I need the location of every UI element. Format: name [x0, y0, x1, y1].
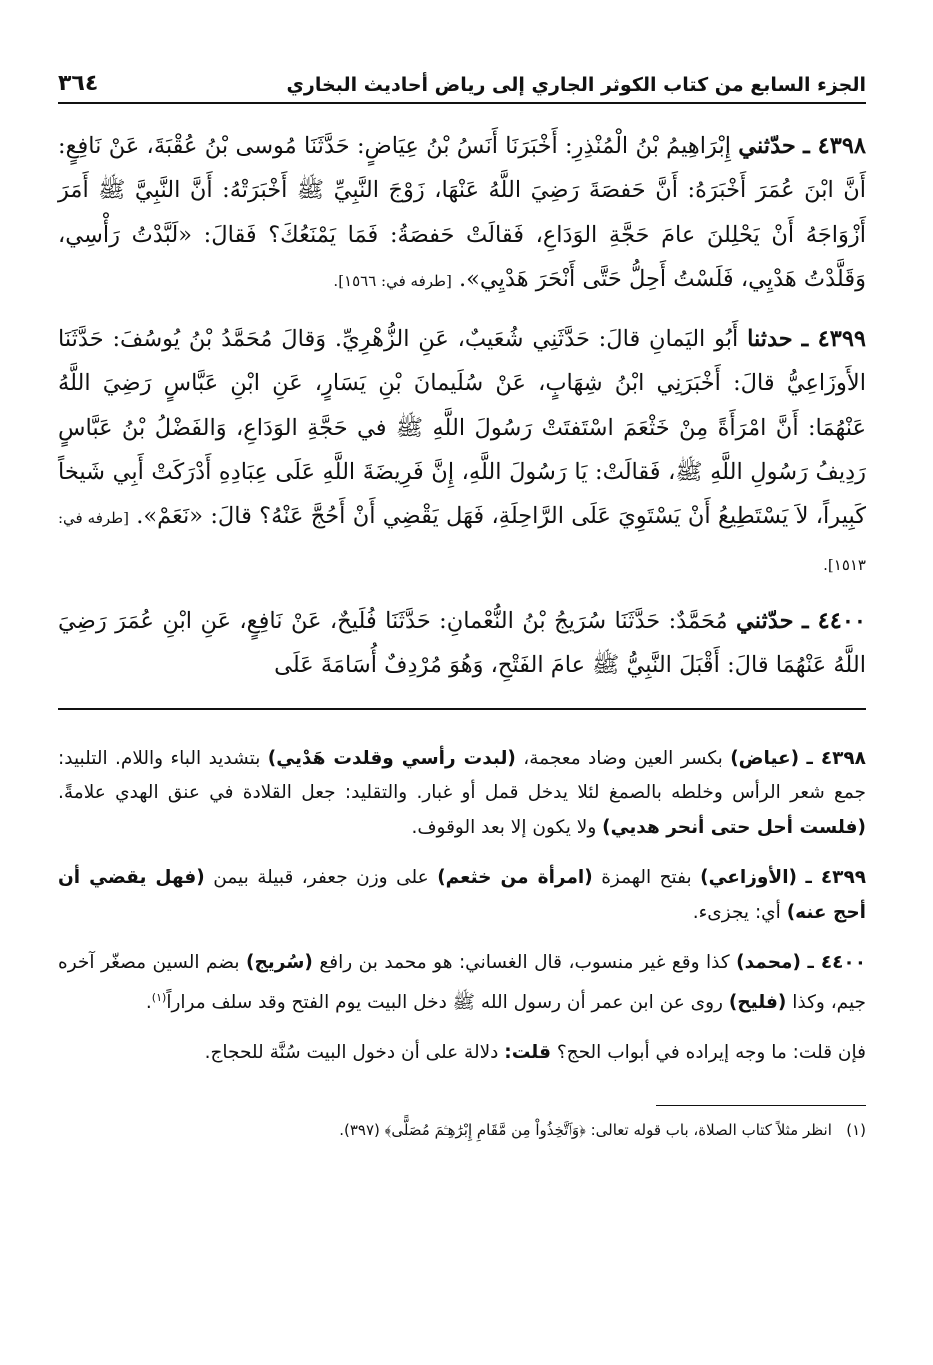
footnote-ref: (٣٩٧).	[339, 1120, 380, 1139]
footnote-quran-quote: ﴿وَٱتَّخِذُواْ مِن مَّقَامِ إِبْرَٰهِـۧمَ مُصَلًّى﴾	[384, 1120, 586, 1139]
hadith-cross-ref: [طرفه في: ١٥١٣].	[58, 509, 866, 574]
hadith-lead: حدثنا	[747, 326, 793, 353]
hadith-4400	[58, 599, 866, 688]
commentary-term: (عياض)	[730, 747, 800, 769]
footnote-marker[interactable]: (١)	[151, 990, 167, 1004]
commentary-text: على وزن جعفر، قبيلة بيمن	[213, 867, 429, 889]
commentary-term: (فليح)	[728, 991, 787, 1013]
commentary-term: (لبدت رأسي وقلدت هَدْيي)	[267, 747, 516, 769]
commentary-4400	[58, 946, 866, 1020]
header-rule	[58, 102, 866, 104]
question-text: فإن قلت: ما وجه إيراده في أبواب الحج؟	[556, 1042, 866, 1064]
commentary-text: بفتح الهمزة	[601, 867, 692, 889]
commentary-term: (الأوزاعي)	[700, 867, 797, 889]
footnote	[58, 1118, 866, 1142]
footnote-separator	[656, 1105, 866, 1106]
hadith-number: ٤٤٠٠ ـ	[801, 607, 866, 634]
footnote-number: (١)	[846, 1120, 866, 1139]
hadith-cross-ref: [طرفه في: ١٥٦٦].	[333, 271, 452, 290]
sentence-end: .	[145, 991, 152, 1013]
commentary-text: بتشديد الباء واللام. التلبيد: جمع شعر الرأس وخلطه بالصمغ لئلا يدخل قمل أو غبار. والتقليد: جعل القلادة في عنق الهدي علامةً.	[58, 747, 866, 804]
hadith-text: إِبْرَاهِيمُ بْنُ الْمُنْذِرِ: أَخْبَرَنَا أَنَسُ بْنُ عِيَاضٍ: حَدَّثَنَا مُوسى بْنُ عُقْبَةَ، عَنْ نَافِعٍ: أَنَّ ابْنَ عُمَرَ أَخْبَرَهُ: أَنَّ حَفصَةَ رَضِيَ اللَّهُ عَنْهَا، زَوْجَ النَّبِيِّ ﷺ أَخْبَرَتْهُ: أَنَّ النَّبِيَّ ﷺ أَمَرَ أَزْوَاجَهُ أَنْ يَحْلِلنَ عامَ حَجَّةِ الوَدَاعِ، فَقالَتْ حَفصَةُ: فَمَا يَمْنَعُكَ؟ فَقالَ: «لَبَّدْتُ رَأْسِي، وَقَلَّدْتُ هَدْيِي، فَلَسْتُ أَحِلُّ حَتَّى أَنْحَرَ هَدْيِي».	[58, 133, 866, 292]
commentary-term: (فلست أحل حتى أنحر هديي)	[602, 816, 866, 838]
commentary-separator	[58, 708, 866, 710]
page-number: ٣٦٤	[58, 71, 99, 96]
answer-label: قلت:	[504, 1042, 551, 1064]
hadith-text: أَبُو اليَمانِ قالَ: حَدَّثَنِي شُعَيبٌ، عَنِ الزُّهْرِيِّ. وَقالَ مُحَمَّدُ بْنُ يُوسُفَ: حَدَّثَنَا الأَوزَاعِيُّ قالَ: أَخْبَرَنِي ابْنُ شِهَابٍ، عَنْ سُلَيمانَ بْنِ يَسَارٍ، عَنِ ابْنِ عَبَّاسٍ رَضِيَ اللَّهُ عَنْهُمَا: أَنَّ امْرَأَةً مِنْ خَثْعَمَ اسْتَفتَتْ رَسُولَ اللَّهِ ﷺ في حَجَّةِ الوَدَاعِ، وَالفَضْلُ بْنُ عَبَّاسٍ رَدِيفُ رَسُولِ اللَّهِ ﷺ، فَقالَتْ: يَا رَسُولَ اللَّهِ، إِنَّ فَرِيضَةَ اللَّهِ عَلَى عِبَادِهِ أَدْرَكَتْ أَبِي شَيخاً كَبِيراً، لاَ يَسْتَطِيعُ أَنْ يَسْتَوِيَ عَلَى الرَّاحِلَةِ، فَهَل يَقْضِي أَنْ أَحُجَّ عَنْهُ؟ قالَ: «نَعَمْ».	[58, 326, 866, 530]
commentary-text: روى عن ابن عمر أن رسول الله ﷺ دخل البيت يوم الفتح وقد سلف مراراً	[166, 991, 723, 1013]
commentary-number: ٤٣٩٨ ـ	[806, 747, 866, 769]
hadith-lead: حدّثني	[736, 607, 794, 634]
running-header	[58, 52, 866, 96]
commentary-term: (سُريج)	[246, 952, 313, 974]
hadith-number: ٤٣٩٨ ـ	[803, 133, 867, 159]
hadith-text: مُحَمَّدٌ: حَدَّثَنَا سُرَيجُ بْنُ النُّعْمانِ: حَدَّثَنَا فُلَيحٌ، عَنْ نَافِعٍ، عَنِ ابْنِ عُمَرَ رَضِيَ اللَّهُ عَنْهُمَا قالَ: أَقْبَلَ النَّبِيُّ ﷺ عامَ الفَتْحِ، وَهُوَ مُرْدِفٌ أُسَامَةَ عَلَى	[58, 607, 866, 679]
commentary-text: أي: يجزىء.	[692, 901, 781, 923]
commentary-text: ولا يكون إلا بعد الوقوف.	[411, 816, 597, 838]
answer-text: دلالة على أن دخول البيت سُنَّة للحجاج.	[204, 1042, 499, 1064]
header-title: الجزء السابع من كتاب الكوثر الجاري إلى رياض أحاديث البخاري	[286, 74, 866, 96]
footnote-text: انظر مثلاً كتاب الصلاة، باب قوله تعالى:	[590, 1120, 832, 1139]
commentary-term: (امرأة من خثعم)	[437, 867, 593, 889]
commentary-term: (فهل يقضي أن أحج عنه)	[58, 867, 866, 923]
commentary-4399	[58, 861, 866, 930]
commentary-text: بكسر العين وضاد معجمة،	[523, 747, 723, 769]
commentary-number: ٤٣٩٩ ـ	[805, 867, 867, 889]
commentary-text: بضم السين مصغّر آخره جيم، وكذا	[58, 952, 866, 1013]
hadith-number: ٤٣٩٩ ـ	[801, 326, 866, 353]
hadith-4399	[58, 317, 866, 587]
commentary-question	[58, 1036, 866, 1071]
book-page	[58, 52, 866, 1142]
commentary-term: (محمد)	[736, 952, 801, 974]
hadith-4398	[58, 124, 866, 303]
commentary-number: ٤٤٠٠ ـ	[807, 952, 867, 974]
hadith-lead: حدّثني	[738, 133, 796, 159]
commentary-text: كذا وقع غير منسوب، قال الغساني: هو محمد بن رافع	[319, 952, 730, 974]
commentary-4398	[58, 742, 866, 846]
